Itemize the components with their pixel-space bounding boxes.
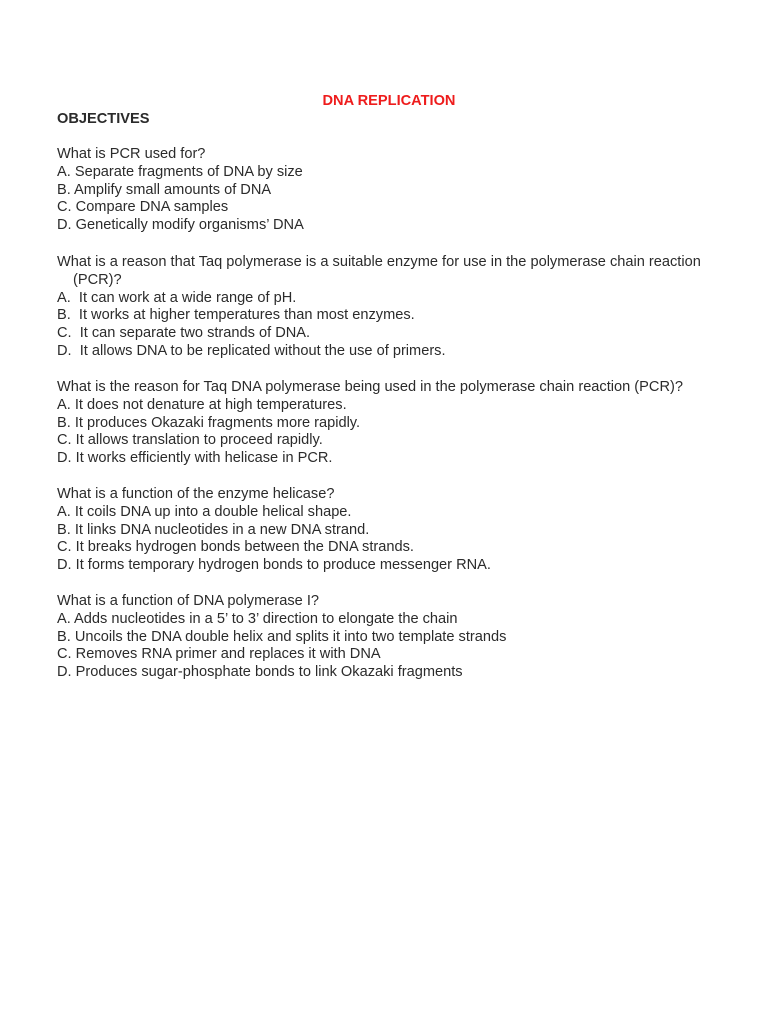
answer-option-b: B. Uncoils the DNA double helix and splits it into two template strands: [57, 628, 507, 645]
answer-option-b: B. It works at higher temperatures than most enzymes.: [57, 307, 415, 324]
answer-option-d: D. It allows DNA to be replicated without the use of primers.: [57, 342, 446, 359]
answer-option-a: A. Separate fragments of DNA by size: [57, 163, 303, 180]
question-prompt: What is a function of the enzyme helicase?: [57, 486, 335, 502]
answer-option-a: A. Adds nucleotides in a 5’ to 3’ direction to elongate the chain: [57, 610, 458, 627]
page-title: DNA REPLICATION: [322, 93, 456, 109]
question-1: [57, 146, 737, 235]
answer-option-d: D. Produces sugar-phosphate bonds to link Okazaki fragments: [57, 664, 463, 681]
answer-option-c: C. Removes RNA primer and replaces it with DNA: [57, 646, 381, 663]
answer-option-d: D. Genetically modify organisms’ DNA: [57, 217, 304, 234]
question-prompt: What is a reason that Taq polymerase is a suitable enzyme for use in the polymerase chain reaction: [57, 254, 701, 270]
answer-option-d: D. It works efficiently with helicase in PCR.: [57, 450, 333, 467]
question-prompt: What is a function of DNA polymerase I?: [57, 593, 319, 609]
question-5: [57, 593, 737, 682]
answer-option-c: C. It can separate two strands of DNA.: [57, 325, 311, 342]
section-heading-objectives: OBJECTIVES: [57, 111, 150, 127]
answer-option-b: B. It produces Okazaki fragments more rapidly.: [57, 414, 361, 431]
question-prompt: What is the reason for Taq DNA polymerase being used in the polymerase chain reaction (PCR)?: [57, 379, 683, 395]
question-prompt: What is PCR used for?: [57, 146, 206, 162]
answer-option-d: D. It forms temporary hydrogen bonds to produce messenger RNA.: [57, 557, 491, 574]
question-prompt-continued: (PCR)?: [73, 271, 122, 288]
answer-option-a: A. It coils DNA up into a double helical shape.: [57, 503, 352, 520]
answer-option-b: B. Amplify small amounts of DNA: [57, 181, 272, 198]
answer-option-b: B. It links DNA nucleotides in a new DNA strand.: [57, 521, 370, 538]
question-4: [57, 486, 737, 575]
answer-option-c: C. It allows translation to proceed rapidly.: [57, 432, 323, 449]
answer-option-c: C. It breaks hydrogen bonds between the DNA strands.: [57, 539, 414, 556]
question-2: [57, 254, 737, 361]
answer-option-a: A. It does not denature at high temperatures.: [57, 396, 347, 413]
answer-option-a: A. It can work at a wide range of pH.: [57, 289, 297, 306]
answer-option-c: C. Compare DNA samples: [57, 199, 229, 216]
question-3: [57, 379, 737, 468]
